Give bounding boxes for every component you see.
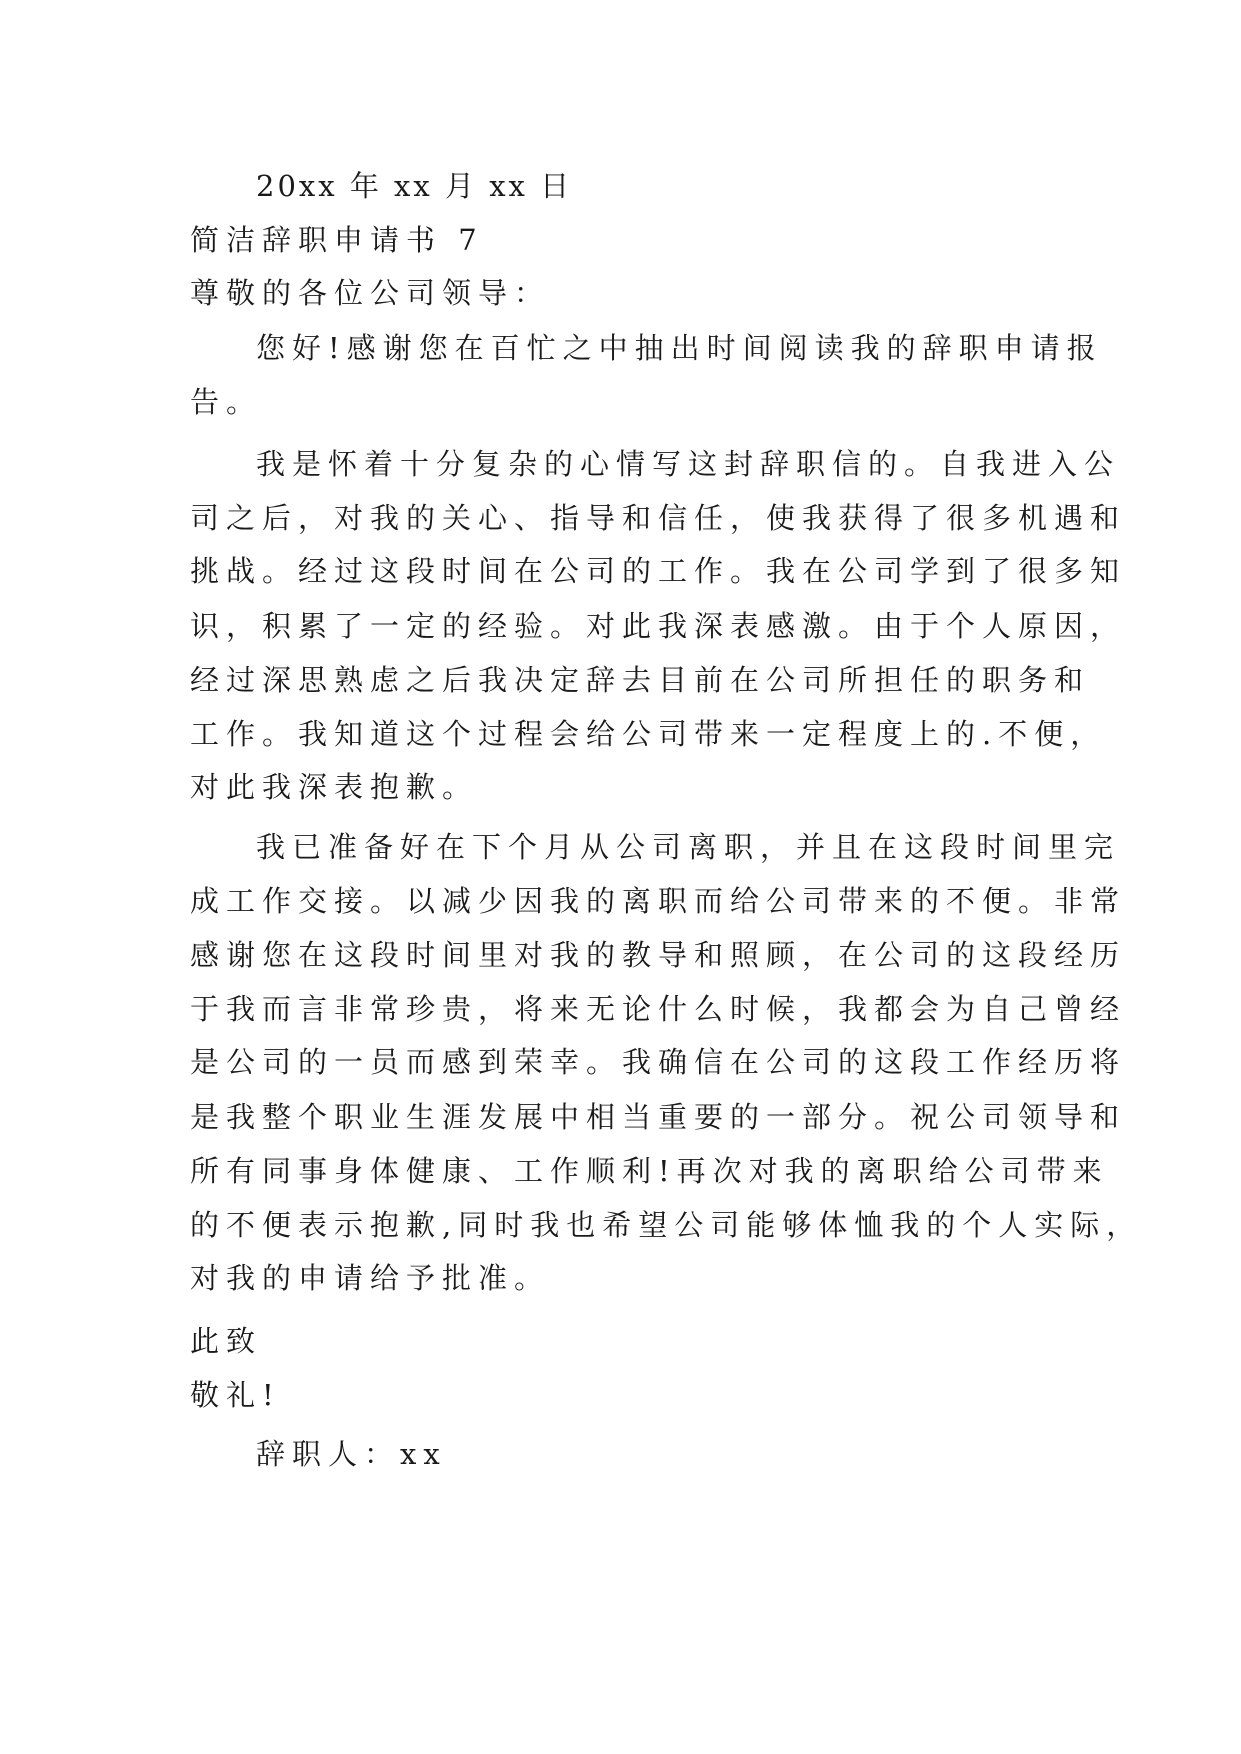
paragraph-line: 告。 (190, 385, 263, 419)
paragraph-line: 是我整个职业生涯发展中相当重要的一部分。祝公司领导和 (190, 1100, 1127, 1134)
paragraph-line: 工作。我知道这个过程会给公司带来一定程度上的.不便， (190, 717, 1107, 751)
closing-jingli: 敬礼! (190, 1378, 281, 1412)
salutation: 尊敬的各位公司领导： (190, 276, 551, 310)
date-line: 20xx 年 xx 月 xx 日 (256, 169, 573, 203)
document-title: 简洁辞职申请书 7 (190, 223, 484, 257)
closing-cizhi: 此致 (190, 1324, 263, 1358)
paragraph-line: 识，积累了一定的经验。对此我深表感激。由于个人原因， (190, 609, 1127, 643)
paragraph-line: 我已准备好在下个月从公司离职，并且在这段时间里完 (256, 830, 1121, 864)
paragraph-line: 对我的申请给予批准。 (190, 1261, 551, 1295)
paragraph-line: 挑战。经过这段时间在公司的工作。我在公司学到了很多知 (190, 554, 1127, 588)
paragraph-line: 成工作交接。以减少因我的离职而给公司带来的不便。非常 (190, 884, 1127, 918)
paragraph-line: 司之后，对我的关心、指导和信任，使我获得了很多机遇和 (190, 501, 1127, 535)
paragraph-line: 的不便表示抱歉,同时我也希望公司能够体恤我的个人实际， (190, 1208, 1143, 1242)
paragraph-line: 经过深思熟虑之后我决定辞去目前在公司所担任的职务和 (190, 663, 1091, 697)
paragraph-line: 您好!感谢您在百忙之中抽出时间阅读我的辞职申请报 (256, 331, 1103, 365)
paragraph-line: 对此我深表抱歉。 (190, 770, 479, 804)
paragraph-line: 感谢您在这段时间里对我的教导和照顾，在公司的这段经历 (190, 938, 1127, 972)
paragraph-line: 我是怀着十分复杂的心情写这封辞职信的。自我进入公 (256, 447, 1121, 481)
signature-line: 辞职人：xx (256, 1437, 447, 1471)
paragraph-line: 是公司的一员而感到荣幸。我确信在公司的这段工作经历将 (190, 1045, 1127, 1079)
paragraph-line: 所有同事身体健康、工作顺利!再次对我的离职给公司带来 (190, 1154, 1109, 1188)
paragraph-line: 于我而言非常珍贵，将来无论什么时候，我都会为自己曾经 (190, 992, 1127, 1026)
